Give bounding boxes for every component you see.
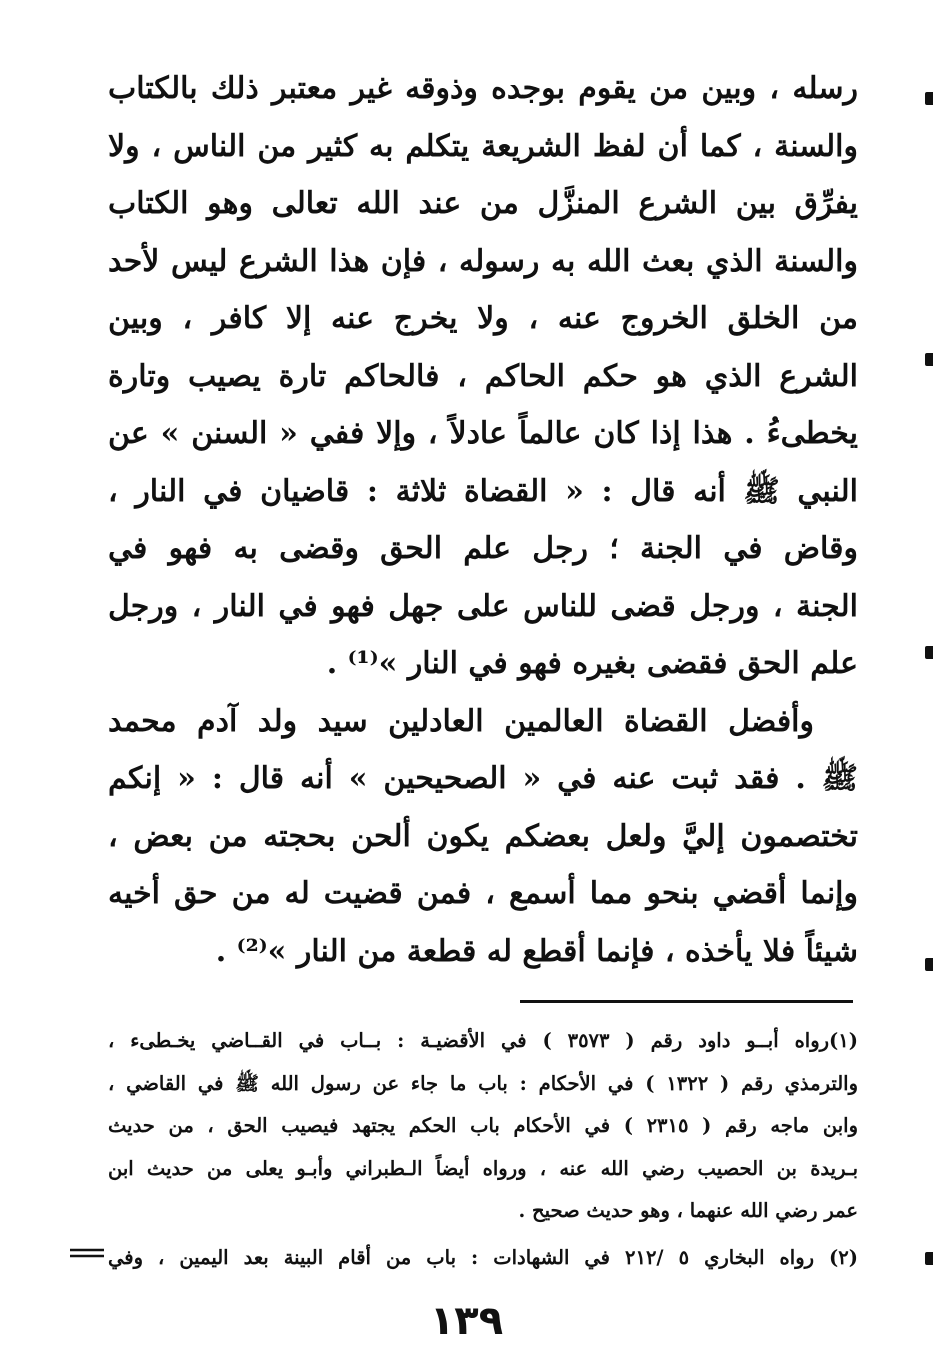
page-number: ١٣٩ [429,1298,504,1344]
body-text [108,60,858,980]
text-line: رسله ، وبين من يقوم بوجده وذوقه غير معتبر ذلك بالكتاب [108,71,858,106]
page-edge-mark [925,958,933,971]
footnote-separator [520,1000,853,1003]
text-line: والسنة ، كما أن لفظ الشريعة يتكلم به كثير من الناس ، ولا [108,128,858,164]
footnote-1 [108,1020,858,1233]
page-edge-mark [925,92,933,105]
text-line: ﷺ . فقد ثبت عنه في « الصحيحين » أنه قال : « إنكم [108,761,858,796]
text-line: الجنة ، ورجل قضى للناس على جهل فهو في النار ، ورجل [108,588,858,624]
footnote-line: (١)رواه أبــو داود رقم ( ٣٥٧٣ ) في الأقضيـة : بــاب في القــاضي يخـطىء ، [108,1029,858,1052]
page-edge-mark [925,353,933,366]
text-line: الشرع الذي هو حكم الحاكم ، فالحاكم تارة يصيب وتارة [108,358,858,394]
text-line: علم الحق فقضى بغيره فهو في النار »⁽¹⁾ . [326,646,858,681]
text-line: تختصمون إليَّ ولعل بعضكم يكون ألحن بحجته من بعض ، [108,818,858,854]
continuation-mark-icon [68,1246,106,1260]
page-edge-mark [925,1252,933,1265]
text-line: والسنة الذي بعث الله به رسوله ، فإن هذا الشرع ليس لأحد [108,243,858,279]
text-line: وإنما أقضي بنحو مما أسمع ، فمن قضيت له من حق أخيه [108,876,858,911]
text-line: يخطىءُ . هذا إذا كان عالماً عادلاً ، وإلا ففي « السنن » عن [108,416,858,451]
footnote-line: (٢) رواه البخاري ٥ /٢١٢ في الشهادات : باب من أقام البينة بعد اليمين ، وفي [108,1245,858,1269]
text-line: شيئاً فلا يأخذه ، فإنما أقطع له قطعة من النار »⁽²⁾ . [215,933,858,969]
text-line: وأفضل القضاة العالمين العادلين سيد ولد آدم محمد [108,703,814,739]
footnote-line: عمر رضي الله عنهما ، وهو حديث صحيح . [518,1199,858,1222]
page-edge-mark [925,646,933,659]
text-line: من الخلق الخروج عنه ، ولا يخرج عنه إلا كافر ، وبين [108,301,858,336]
footnote-line: والترمذي رقم ( ١٣٢٢ ) في الأحكام : باب ما جاء عن رسول الله ﷺ في القاضي ، [108,1071,858,1095]
text-line: النبي ﷺ أنه قال : « القضاة ثلاثة : قاضيان في النار ، [108,473,858,509]
footnotes [108,1020,858,1279]
text-line: يفرِّق بين الشرع المنزَّل من عند الله تعالى وهو الكتاب [108,186,858,221]
footnote-2 [108,1237,858,1280]
footnote-line: وابن ماجه رقم ( ٢٣١٥ ) في الأحكام باب الحكم يجتهد فيصيب الحق ، من حديث [108,1114,858,1137]
text-line: وقاض في الجنة ؛ رجل علم الحق وقضى به فهو في [108,531,858,566]
footnote-line: بـريدة بن الحصيب رضي الله عنه ، ورواه أيضاً الـطبراني وأبـو يعلى من حديث ابن [108,1156,858,1180]
